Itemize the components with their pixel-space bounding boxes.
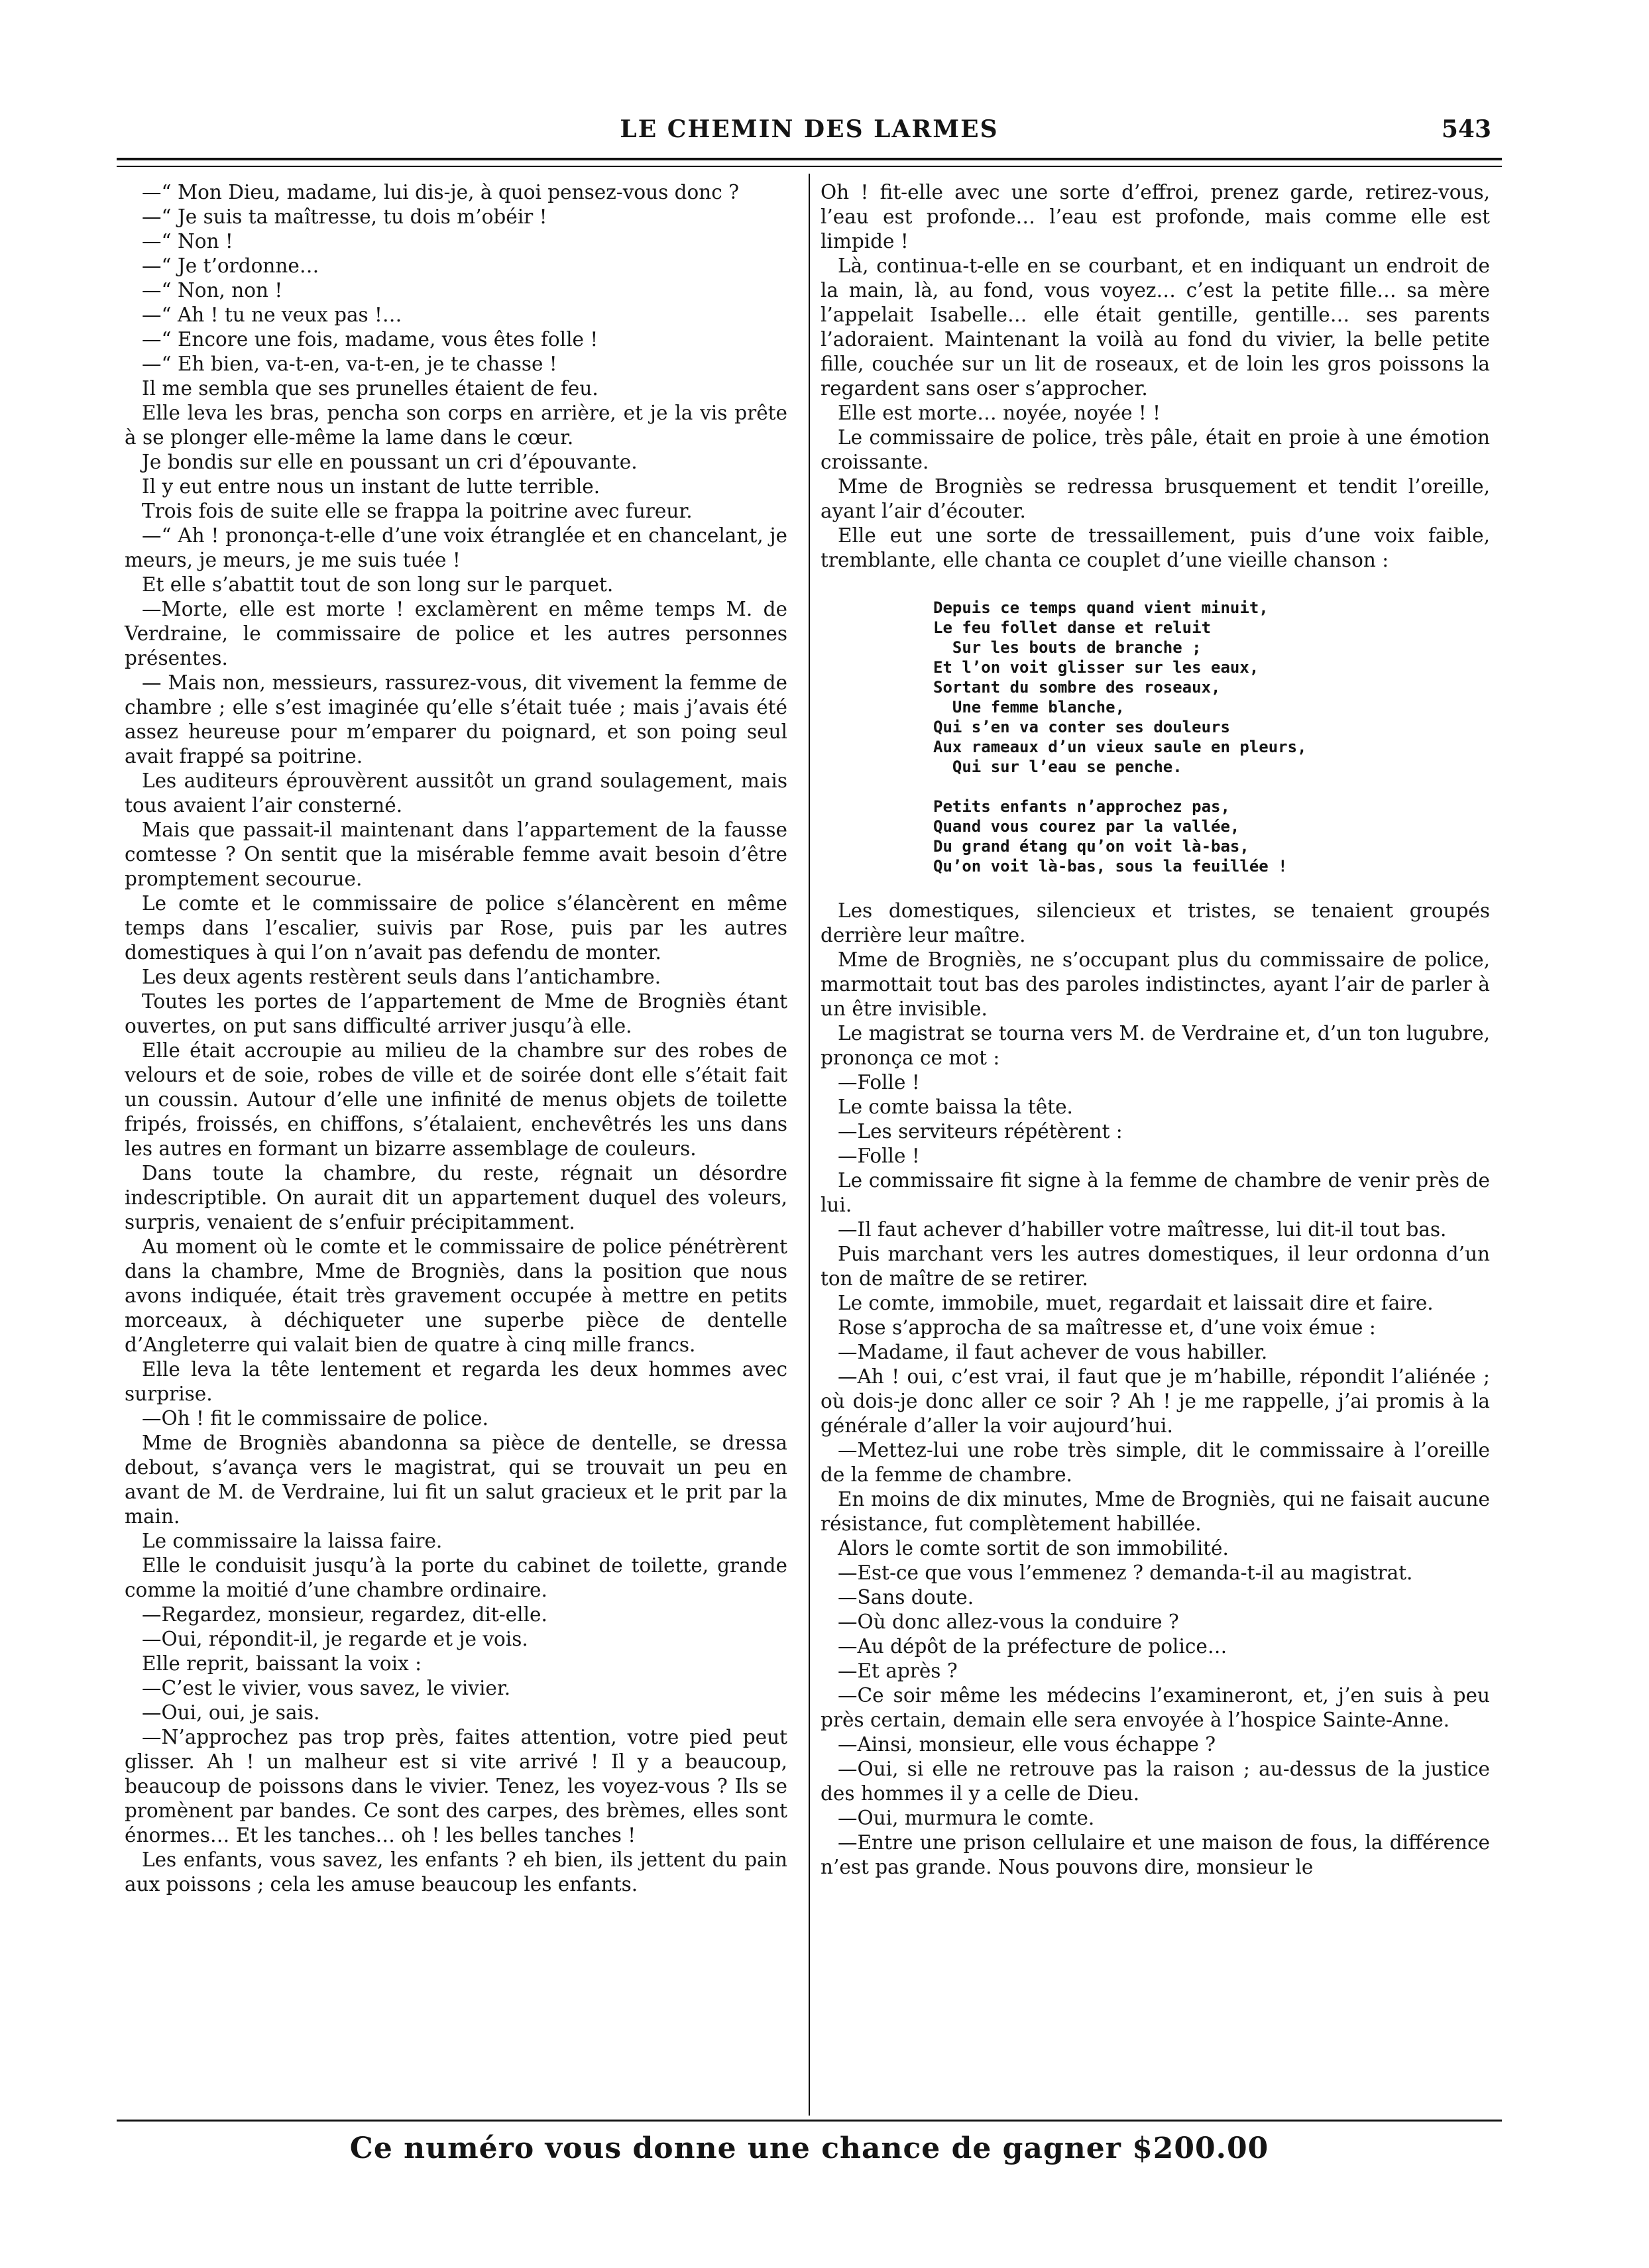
- paragraph: Là, continua-t-elle en se courbant, et en indiquant un endroit de la main, là, au fond, vous voyez… c’est la petite fille… sa mère l’appelait Isabelle… elle était gentille, gentille… ses parents l’adoraient. Maintenant la voilà au fond du vivier, la belle petite fille, couchée sur un lit de roseaux, et de loin les gros poissons la regardent sans oser s’approcher.: [821, 255, 1490, 400]
- paragraph: Mme de Brogniès, ne s’occupant plus du commissaire de police, marmottait tout bas des paroles indistinctes, ayant l’air de parler à un être invisible.: [821, 948, 1490, 1020]
- poem-line: Depuis ce temps quand vient minuit,: [933, 598, 1269, 617]
- paragraph: —Il faut achever d’habiller votre maîtresse, lui dit-il tout bas.: [838, 1218, 1447, 1241]
- paragraph: —“ Encore une fois, madame, vous êtes folle !: [142, 328, 598, 351]
- paragraph: —“ Ah ! tu ne veux pas !…: [142, 304, 402, 326]
- paragraph: Rose s’approcha de sa maîtresse et, d’une voix émue :: [838, 1316, 1376, 1339]
- poem-line: Petits enfants n’approchez pas,: [933, 797, 1230, 816]
- paragraph: —“ Eh bien, va-t-en, va-t-en, je te chasse !: [142, 353, 557, 375]
- running-title: LE CHEMIN DES LARMES: [620, 115, 999, 143]
- paragraph: —Folle !: [838, 1071, 920, 1094]
- paragraph: —Folle !: [838, 1145, 920, 1167]
- paragraph: —Oh ! fit le commissaire de police.: [142, 1407, 488, 1430]
- paragraph: Il y eut entre nous un instant de lutte terrible.: [142, 475, 600, 498]
- left-column: [125, 180, 787, 1897]
- paragraph: Elle reprit, baissant la voix :: [142, 1652, 422, 1675]
- paragraph: —“ Non !: [142, 230, 233, 253]
- paragraph: Je bondis sur elle en poussant un cri d’épouvante.: [142, 451, 638, 473]
- paragraph: Le comte et le commissaire de police s’élancèrent en même temps dans l’escalier, suivis par Rose, puis par les autres domestiques à qui l’on n’avait pas defendu de monter.: [125, 892, 787, 964]
- paragraph: Mme de Brogniès abandonna sa pièce de dentelle, se dressa debout, s’avança vers le magistrat, qui se trouvait un peu en avant de M. de Verdraine, lui fit un salut gracieux et le prit par la main.: [125, 1432, 787, 1528]
- column-divider: [809, 174, 810, 2116]
- paragraph: —“ Je t’ordonne…: [142, 255, 319, 277]
- page-header: [117, 113, 1502, 154]
- paragraph: —C’est le vivier, vous savez, le vivier.: [142, 1677, 511, 1699]
- paragraph: Toutes les portes de l’appartement de Mme de Brogniès étant ouvertes, on put sans difficulté arriver jusqu’à elle.: [125, 990, 787, 1037]
- paragraph: En moins de dix minutes, Mme de Brogniès, qui ne faisait aucune résistance, fut complètement habillée.: [821, 1488, 1490, 1535]
- right-column: [821, 180, 1490, 1880]
- paragraph: —Entre une prison cellulaire et une maison de fous, la différence n’est pas grande. Nous pouvons dire, monsieur le: [821, 1831, 1490, 1878]
- poem-line: Du grand étang qu’on voit là-bas,: [933, 837, 1249, 856]
- paragraph: —N’approchez pas trop près, faites attention, votre pied peut glisser. Ah ! un malheur est si vite arrivé ! Il y a beaucoup, beaucoup de poissons dans le vivier. Tenez, les voyez-vous ? Ils se promènent par bandes. Ce sont des carpes, des brèmes, elles sont énormes… Et les tanches… oh ! les belles tanches !: [125, 1726, 787, 1846]
- right-column-after-poem: [821, 899, 1490, 1880]
- paragraph: Dans toute la chambre, du reste, régnait un désordre indescriptible. On aurait dit un appartement duquel des voleurs, surpris, venaient de s’enfuir précipitamment.: [125, 1162, 787, 1233]
- paragraph: —Est-ce que vous l’emmenez ? demanda-t-il au magistrat.: [838, 1561, 1413, 1584]
- paragraph: Le comte baissa la tête.: [838, 1096, 1073, 1118]
- footer-rule: [117, 2120, 1502, 2122]
- paragraph: —“ Non, non !: [142, 279, 283, 302]
- paragraph: Et elle s’abattit tout de son long sur le parquet.: [142, 573, 614, 596]
- paragraph: —Ainsi, monsieur, elle vous échappe ?: [838, 1733, 1216, 1756]
- page-number: 543: [1441, 115, 1491, 143]
- paragraph: Puis marchant vers les autres domestiques, il leur ordonna d’un ton de maître de se retirer.: [821, 1243, 1490, 1290]
- paragraph: —Sans doute.: [838, 1586, 974, 1609]
- poem-stanza: [933, 797, 1490, 876]
- paragraph: —Au dépôt de la préfecture de police…: [838, 1635, 1227, 1658]
- paragraph: —Regardez, monsieur, regardez, dit-elle.: [142, 1603, 547, 1626]
- poem-line: Et l’on voit glisser sur les eaux,: [933, 658, 1259, 677]
- paragraph: Les auditeurs éprouvèrent aussitôt un grand soulagement, mais tous avaient l’air consterné.: [125, 769, 787, 817]
- paragraph: Les deux agents restèrent seuls dans l’antichambre.: [142, 966, 661, 988]
- right-column-before-poem: [821, 180, 1490, 573]
- poem-line: Qu’on voit là-bas, sous la feuillée !: [933, 857, 1288, 876]
- paragraph: —Madame, il faut achever de vous habiller.: [838, 1341, 1268, 1363]
- paragraph: —Morte, elle est morte ! exclamèrent en même temps M. de Verdraine, le commissaire de police et les autres personnes présentes.: [125, 598, 787, 669]
- paragraph: —“ Mon Dieu, madame, lui dis-je, à quoi pensez-vous donc ?: [142, 181, 740, 203]
- paragraph: Mme de Brogniès se redressa brusquement et tendit l’oreille, ayant l’air d’écouter.: [821, 475, 1490, 522]
- paragraph: Elle le conduisit jusqu’à la porte du cabinet de toilette, grande comme la moitié d’une chambre ordinaire.: [125, 1554, 787, 1601]
- poem-line: Qui sur l’eau se penche.: [933, 758, 1182, 776]
- header-rule: [117, 158, 1502, 160]
- paragraph: Il me sembla que ses prunelles étaient de feu.: [142, 377, 598, 400]
- poem-line: Aux rameaux d’un vieux saule en pleurs,: [933, 738, 1307, 756]
- poem-line: Une femme blanche,: [933, 698, 1125, 716]
- paragraph: Trois fois de suite elle se frappa la poitrine avec fureur.: [142, 500, 693, 522]
- paragraph: Alors le comte sortit de son immobilité.: [838, 1537, 1229, 1559]
- header-rule-thin: [117, 166, 1502, 167]
- poem-line: Le feu follet danse et reluit: [933, 618, 1212, 637]
- paragraph: — Mais non, messieurs, rassurez-vous, dit vivement la femme de chambre ; elle s’est imaginée qu’elle s’était tuée ; mais j’avais été assez heureuse pour m’emparer du poignard, et son poing seul avait frappé sa poitrine.: [125, 671, 787, 767]
- paragraph: Elle leva les bras, pencha son corps en arrière, et je la vis prête à se plonger elle-même la lame dans le cœur.: [125, 402, 787, 449]
- paragraph: Le commissaire fit signe à la femme de chambre de venir près de lui.: [821, 1169, 1490, 1216]
- paragraph: Le comte, immobile, muet, regardait et laissait dire et faire.: [838, 1292, 1434, 1314]
- paragraph: Elle était accroupie au milieu de la chambre sur des robes de velours et de soie, robes de ville et de soirée dont elle s’était fait un coussin. Autour d’elle une infinité de menus objets de toilette fripés, froissés, en chiffons, s’étalaient, enchevêtrés les uns dans les autres en formant un bizarre assemblage de couleurs.: [125, 1039, 787, 1160]
- paragraph: Mais que passait-il maintenant dans l’appartement de la fausse comtesse ? On sentit que la misérable femme avait besoin d’être promptement secourue.: [125, 819, 787, 890]
- poem-line: Sur les bouts de branche ;: [933, 638, 1202, 657]
- paragraph: Oh ! fit-elle avec une sorte d’effroi, prenez garde, retirez-vous, l’eau est profonde… l’eau est profonde, mais comme elle est limpide !: [821, 181, 1490, 253]
- paragraph: —“ Je suis ta maîtresse, tu dois m’obéir !: [142, 205, 547, 228]
- paragraph: Le commissaire la laissa faire.: [142, 1530, 443, 1552]
- paragraph: —Oui, oui, je sais.: [142, 1701, 320, 1724]
- paragraph: —Ce soir même les médecins l’examineront, et, j’en suis à peu près certain, demain elle sera envoyée à l’hospice Sainte-Anne.: [821, 1684, 1490, 1731]
- paragraph: —“ Ah ! prononça-t-elle d’une voix étranglée et en chancelant, je meurs, je meurs, je me suis tuée !: [125, 524, 787, 571]
- paragraph: Elle est morte… noyée, noyée ! !: [838, 402, 1161, 424]
- paragraph: Elle leva la tête lentement et regarda les deux hommes avec surprise.: [125, 1358, 787, 1405]
- song-verse: [821, 598, 1490, 876]
- paragraph: —Mettez-lui une robe très simple, dit le commissaire à l’oreille de la femme de chambre.: [821, 1439, 1490, 1486]
- paragraph: Le magistrat se tourna vers M. de Verdraine et, d’un ton lugubre, prononça ce mot :: [821, 1022, 1490, 1069]
- poem-line: Qui s’en va conter ses douleurs: [933, 718, 1230, 736]
- promo-footer: Ce numéro vous donne une chance de gagner $200.00: [349, 2131, 1269, 2165]
- paragraph: Les enfants, vous savez, les enfants ? eh bien, ils jettent du pain aux poissons ; cela les amuse beaucoup les enfants.: [125, 1848, 787, 1896]
- paragraph: Elle eut une sorte de tressaillement, puis d’une voix faible, tremblante, elle chanta ce couplet d’une vieille chanson :: [821, 524, 1490, 571]
- poem-line: Sortant du sombre des roseaux,: [933, 678, 1221, 697]
- paragraph: —Oui, murmura le comte.: [838, 1807, 1095, 1829]
- paragraph: Le commissaire de police, très pâle, était en proie à une émotion croissante.: [821, 426, 1490, 473]
- paragraph: —Et après ?: [838, 1660, 958, 1682]
- paragraph: —Oui, si elle ne retrouve pas la raison ; au-dessus de la justice des hommes il y a celle de Dieu.: [821, 1758, 1490, 1805]
- paragraph: —Les serviteurs répétèrent :: [838, 1120, 1123, 1143]
- paragraph: —Oui, répondit-il, je regarde et je vois.: [142, 1628, 528, 1650]
- poem-line: Quand vous courez par la vallée,: [933, 817, 1240, 836]
- paragraph: Au moment où le comte et le commissaire de police pénétrèrent dans la chambre, Mme de Brogniès, dans la position que nous avons indiquée, était très gravement occupée à mettre en petits morceaux, à déchiqueter une superbe pièce de dentelle d’Angleterre qui valait bien de quatre à cinq mille francs.: [125, 1235, 787, 1356]
- poem-stanza: [933, 598, 1490, 777]
- paragraph: Les domestiques, silencieux et tristes, se tenaient groupés derrière leur maître.: [821, 899, 1490, 946]
- paragraph: —Ah ! oui, c’est vrai, il faut que je m’habille, répondit l’aliénée ; où dois-je donc aller ce soir ? Ah ! je me rappelle, j’ai promis à la générale d’aller la voir aujourd’hui.: [821, 1365, 1490, 1437]
- paragraph: —Où donc allez-vous la conduire ?: [838, 1611, 1179, 1633]
